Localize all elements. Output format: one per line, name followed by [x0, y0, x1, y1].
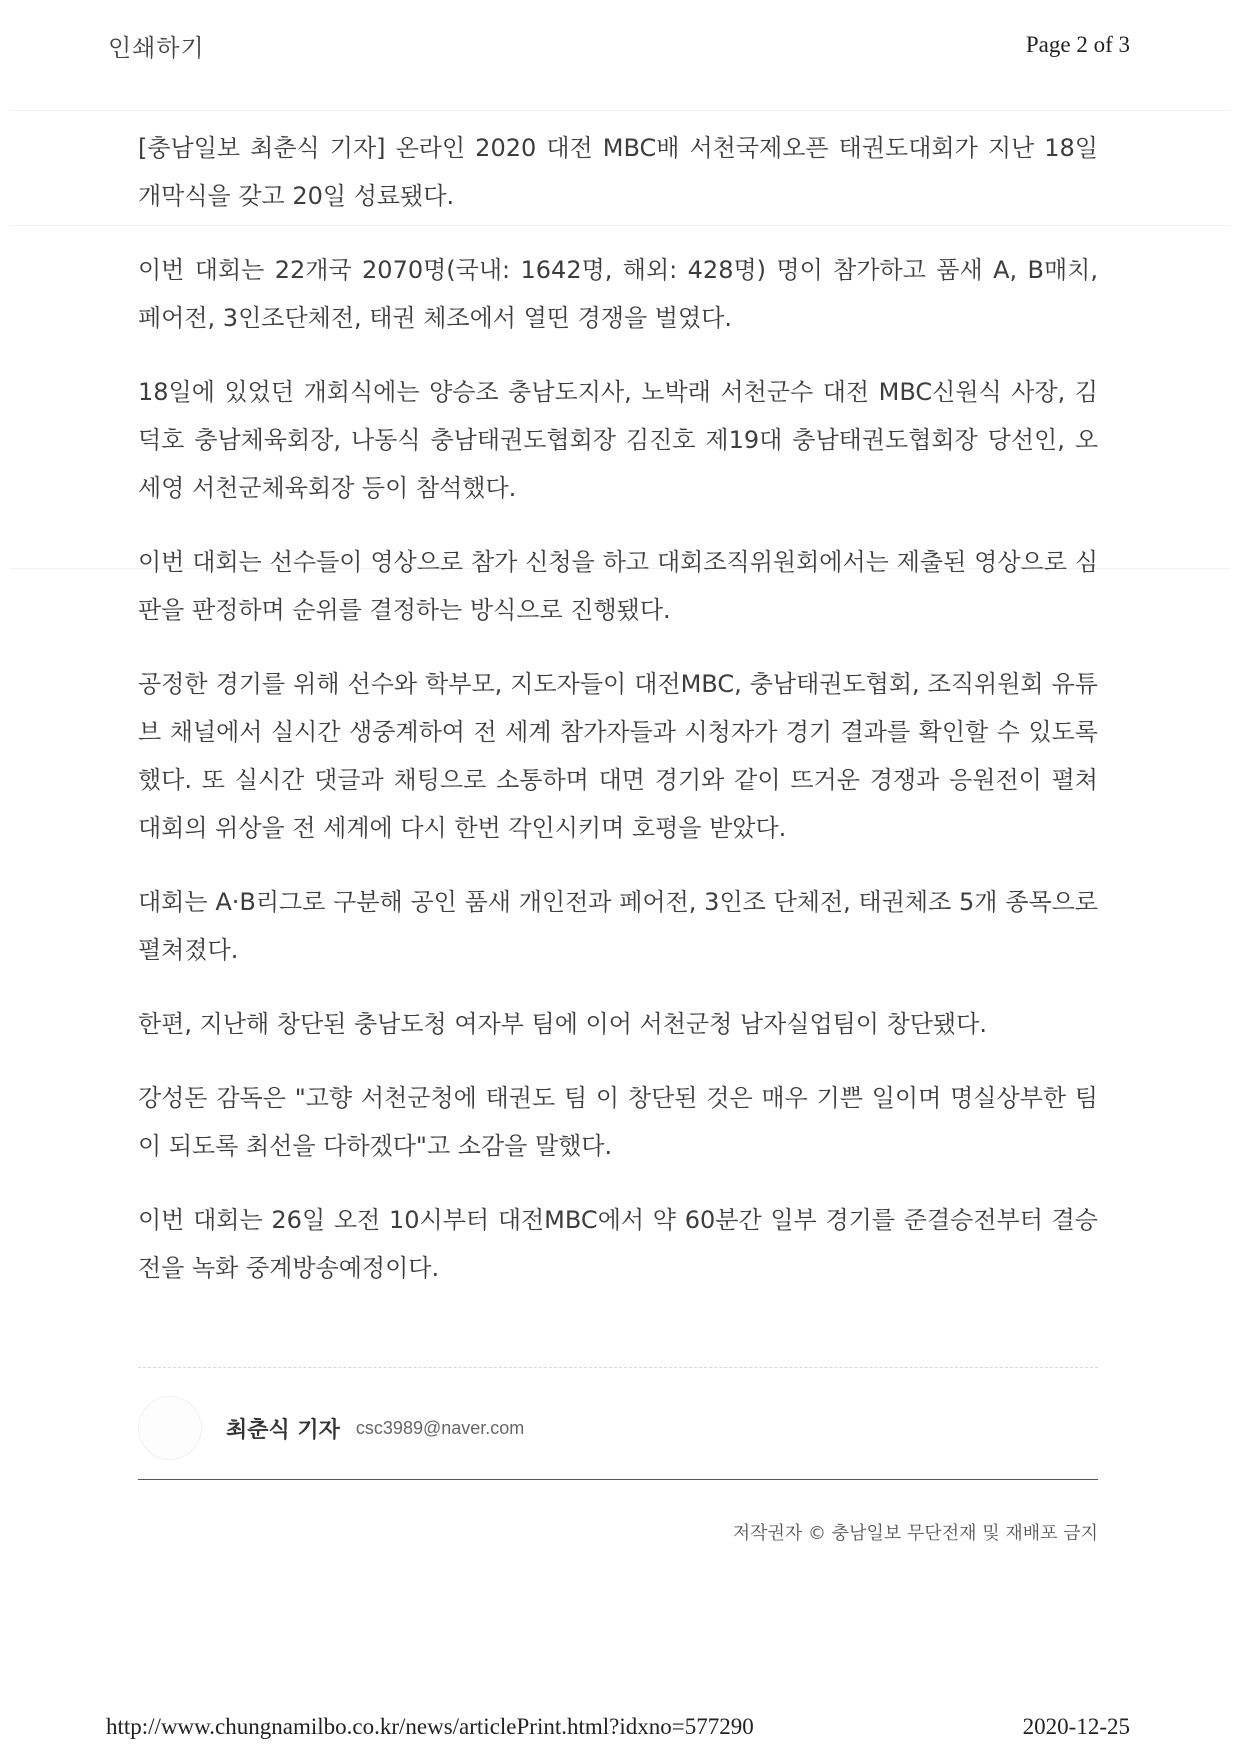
page-indicator: Page 2 of 3: [1025, 32, 1130, 57]
reporter-byline: [138, 1395, 1098, 1461]
print-footer-url: http://www.chungnamilbo.co.kr/news/articlePrint.html?idxno=577290: [106, 1714, 754, 1739]
reporter-email[interactable]: csc3989@naver.com: [355, 1417, 525, 1438]
article-paragraph: 강성돈 감독은 "고향 서천군청에 태권도 팀 이 창단된 것은 매우 기쁜 일이며 명실상부한 팀이 되도록 최선을 다하겠다"고 소감을 말했다.: [138, 1084, 1098, 1160]
article-paragraph: [충남일보 최춘식 기자] 온라인 2020 대전 MBC배 서천국제오픈 태권도대회가 지난 18일 개막식을 갖고 20일 성료됐다.: [138, 134, 1098, 210]
article-paragraph: 공정한 경기를 위해 선수와 학부모, 지도자들이 대전MBC, 충남태권도협회, 조직위원회 유튜브 채널에서 실시간 생중계하여 전 세계 참가자들과 시청자가 경기 결과를 확인할 수 있도록 했다. 또 실시간 댓글과 채팅으로 소통하며 대면 경기와 같이 뜨거운 경쟁과 응원전이 펼쳐 대회의 위상을 전 세계에 다시 한번 각인시키며 호평을 받았다.: [138, 670, 1098, 842]
reporter-name: 최춘식 기자: [226, 1417, 340, 1443]
article-paragraph: 이번 대회는 22개국 2070명(국내: 1642명, 해외: 428명) 명이 참가하고 품새 A, B매치, 페어전, 3인조단체전, 태권 체조에서 열띤 경쟁을 벌였다.: [138, 256, 1098, 332]
article-paragraph: 한편, 지난해 창단된 충남도청 여자부 팀에 이어 서천군청 남자실업팀이 창단됐다.: [138, 1010, 987, 1038]
byline-divider: [138, 1479, 1098, 1480]
article-paragraph: 이번 대회는 선수들이 영상으로 참가 신청을 하고 대회조직위원회에서는 제출된 영상으로 심판을 판정하며 순위를 결정하는 방식으로 진행됐다.: [138, 548, 1098, 624]
print-header-label: 인쇄하기: [108, 34, 205, 62]
article-body: [138, 124, 1098, 1318]
copyright-notice: 저작권자 © 충남일보 무단전재 및 재배포 금지: [732, 1523, 1098, 1544]
scan-divider: [10, 110, 1230, 111]
byline-divider: [138, 1367, 1098, 1368]
reporter-avatar: [138, 1396, 202, 1460]
article-paragraph: 18일에 있었던 개회식에는 양승조 충남도지사, 노박래 서천군수 대전 MBC신원식 사장, 김덕호 충남체육회장, 나동식 충남태권도협회장 김진호 제19대 충남태권도협회장 당선인, 오세영 서천군체육회장 등이 참석했다.: [138, 378, 1098, 502]
article-paragraph: 이번 대회는 26일 오전 10시부터 대전MBC에서 약 60분간 일부 경기를 준결승전부터 결승전을 녹화 중계방송예정이다.: [138, 1206, 1098, 1282]
print-footer-date: 2020-12-25: [1022, 1714, 1130, 1739]
article-paragraph: 대회는 A·B리그로 구분해 공인 품새 개인전과 페어전, 3인조 단체전, 태권체조 5개 종목으로 펼쳐졌다.: [138, 888, 1098, 964]
